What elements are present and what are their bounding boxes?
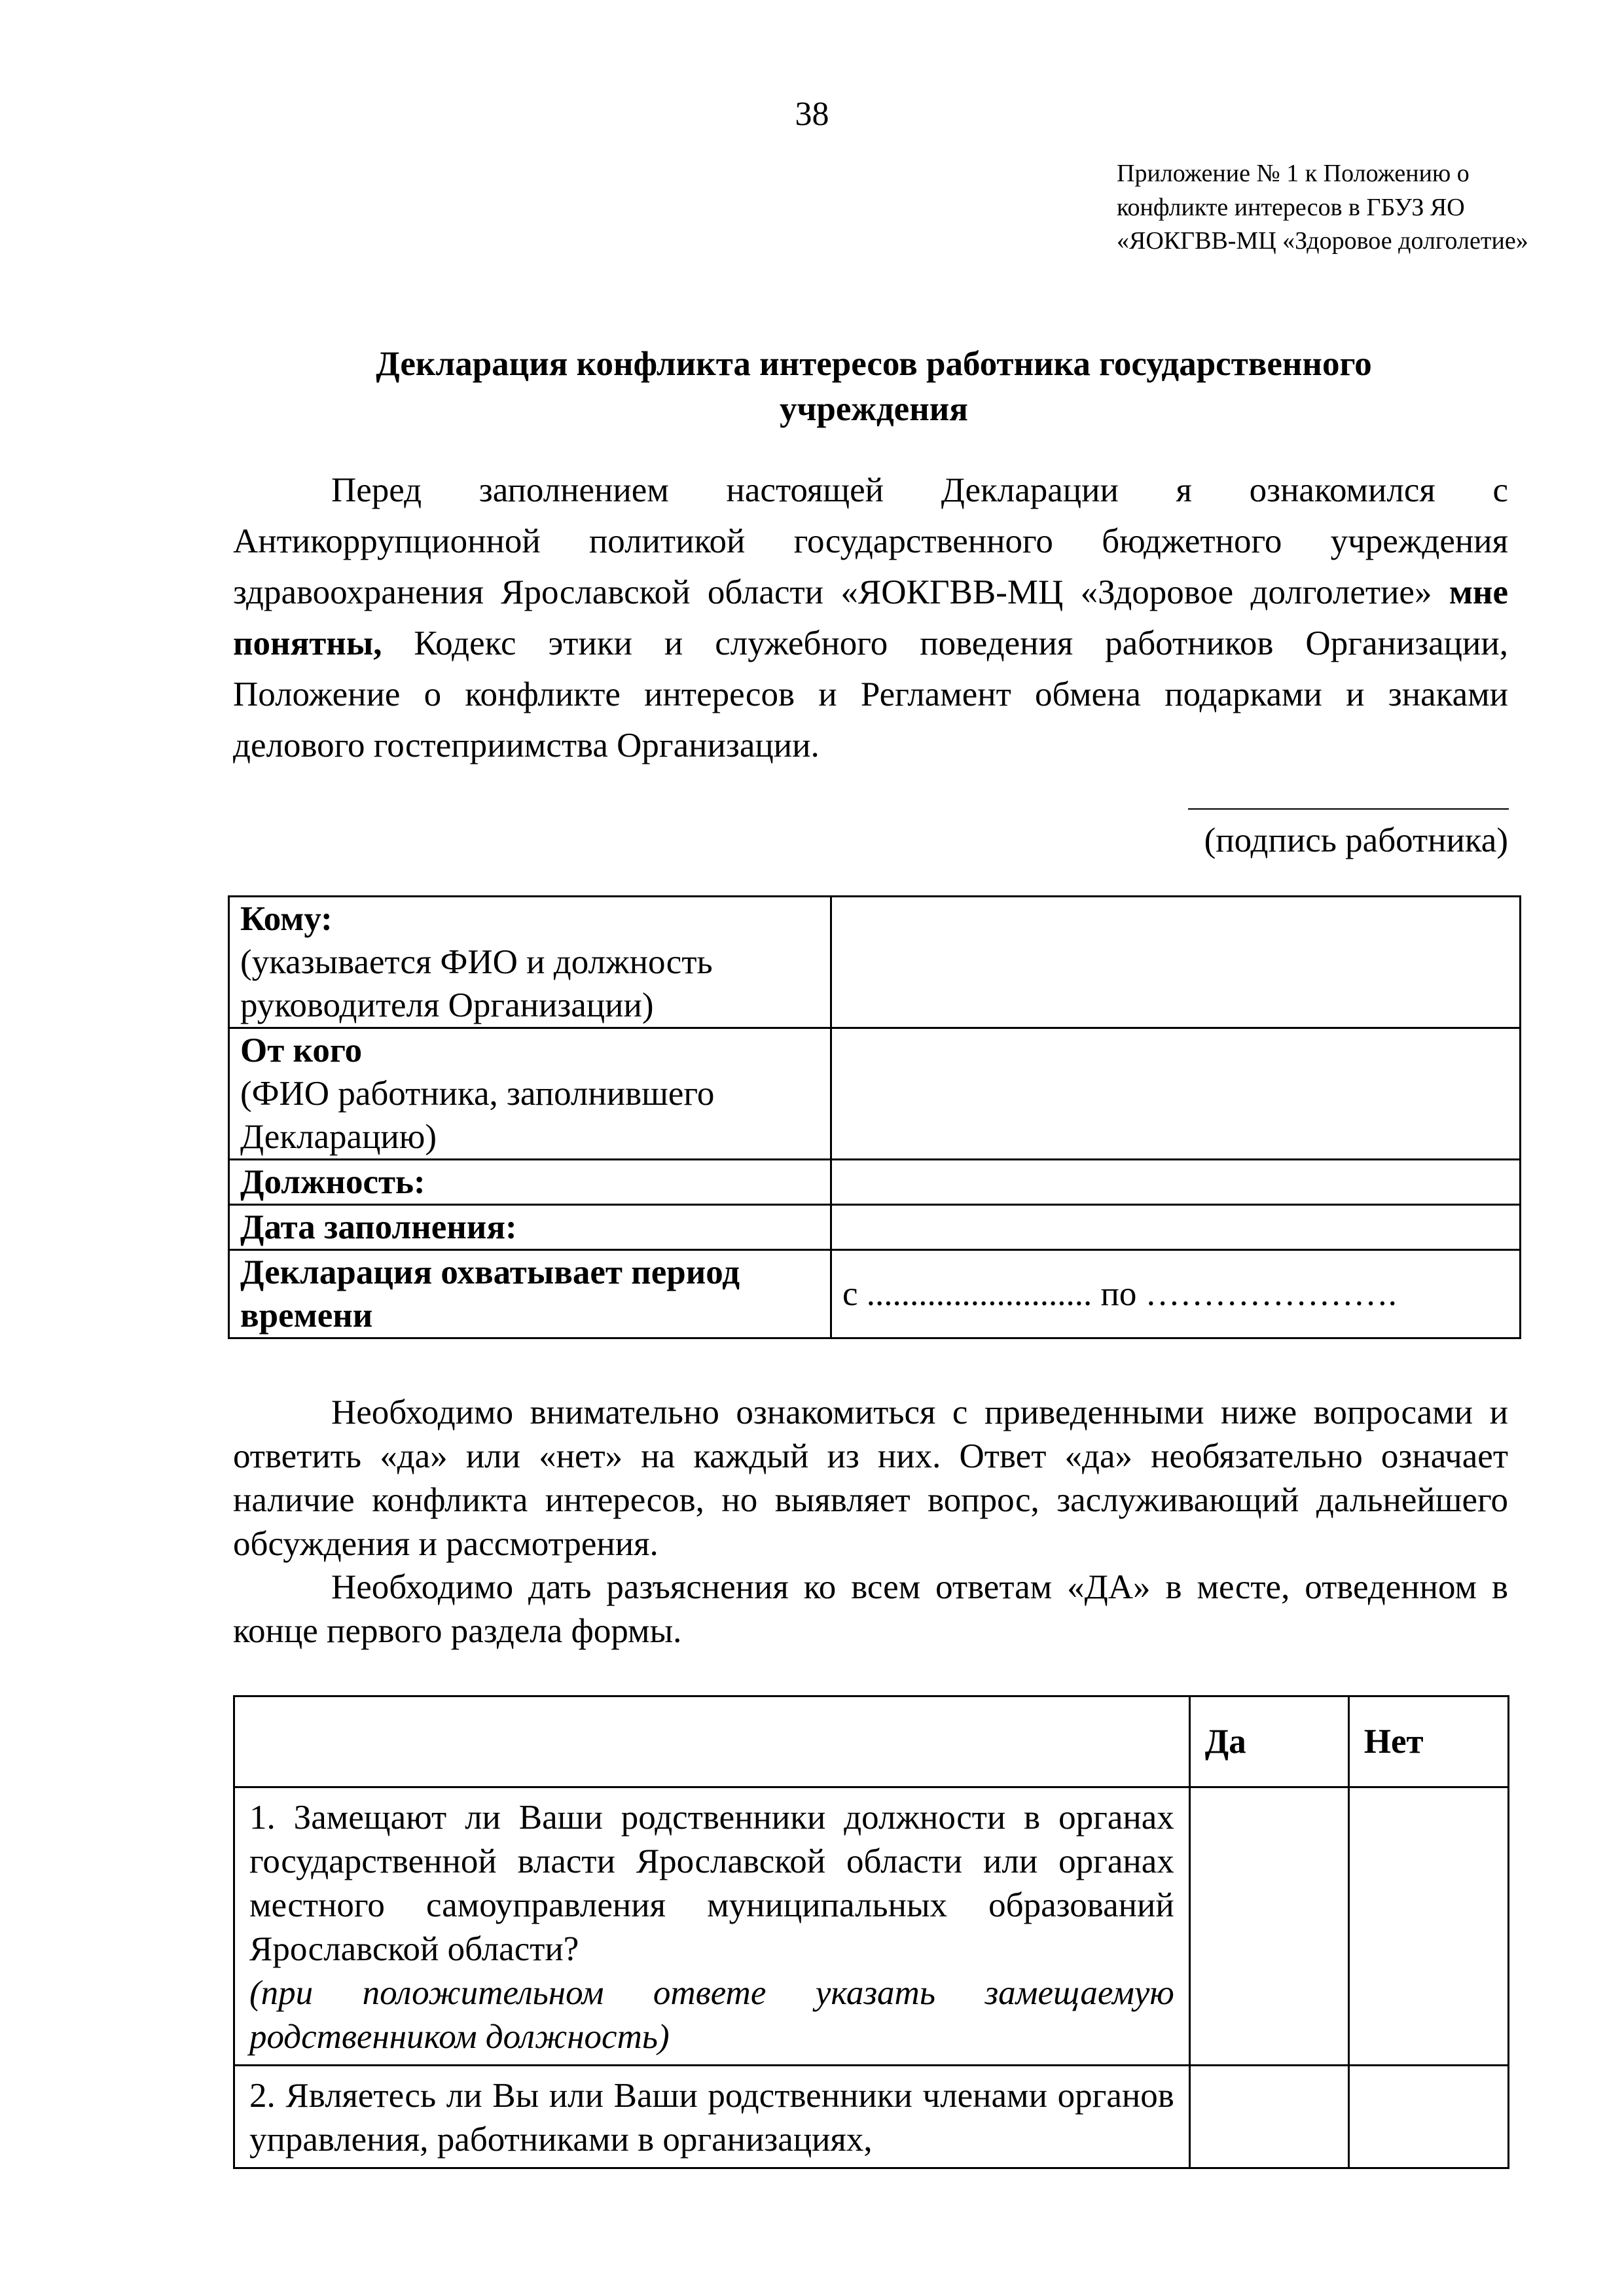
- question-1-yes-field[interactable]: [1189, 1787, 1348, 2066]
- info-table: [228, 895, 1521, 1339]
- from-label-cell: [229, 1028, 831, 1160]
- position-value-field[interactable]: [831, 1160, 1521, 1205]
- intro-bold-text: мне понятны,: [233, 573, 1508, 662]
- date-label: Дата заполнения:: [229, 1205, 831, 1250]
- period-value-field[interactable]: с .......................... по ………………….: [831, 1250, 1521, 1338]
- intro-paragraph: [233, 465, 1508, 771]
- date-value-field[interactable]: [831, 1205, 1521, 1250]
- question-1-text: 1. Замещают ли Ваши родственники должности в органах государственной власти Ярославской области или органах местного самоуправления муниципальных образований Ярославской области?: [249, 1799, 1174, 1968]
- question-1-no-field[interactable]: [1348, 1787, 1508, 2066]
- title-line-1: Декларация конфликта интересов работника государственного: [376, 345, 1372, 383]
- table-row: [229, 1160, 1521, 1205]
- signature-line[interactable]: [1188, 808, 1509, 810]
- appendix-note: Приложение № 1 к Положению о конфликте интересов в ГБУЗ ЯО «ЯОКГВВ-МЦ «Здоровое долголетие»: [1117, 160, 1528, 255]
- table-row: [229, 897, 1521, 1028]
- question-1-note: (при положительном ответе указать замещаемую родственником должность): [249, 1974, 1174, 2056]
- from-hint: (ФИО работника, заполнившего Декларацию): [240, 1075, 715, 1156]
- question-2-no-field[interactable]: [1348, 2066, 1508, 2168]
- table-row: [234, 1787, 1509, 2066]
- instruction-paragraph-2: Необходимо дать разъяснения ко всем ответам «ДА» в месте, отведенном в конце первого раздела формы.: [233, 1568, 1508, 1650]
- yes-column-header: Да: [1189, 1696, 1348, 1787]
- no-column-header: Нет: [1348, 1696, 1508, 1787]
- instruction-paragraph-1: Необходимо внимательно ознакомиться с приведенными ниже вопросами и ответить «да» или «нет» на каждый из них. Ответ «да» необязательно означает наличие конфликта интересов, но выявляет вопрос, заслуживающий дальнейшего обсуждения и рассмотрения.: [233, 1393, 1508, 1563]
- table-row: [234, 2066, 1509, 2168]
- question-2-yes-field[interactable]: [1189, 2066, 1348, 2168]
- to-label: Кому:: [240, 900, 333, 938]
- table-header-row: [234, 1696, 1509, 1787]
- question-header-cell: [234, 1696, 1190, 1787]
- signature-label: (подпись работника): [1204, 821, 1508, 859]
- period-label: Декларация охватывает период времени: [229, 1250, 831, 1338]
- from-label: От кого: [240, 1031, 363, 1069]
- to-hint: (указывается ФИО и должность руководителя Организации): [240, 943, 713, 1024]
- table-row: [229, 1028, 1521, 1160]
- to-value-field[interactable]: [831, 897, 1521, 1028]
- table-row: [229, 1205, 1521, 1250]
- document-title: [229, 342, 1519, 432]
- page-number: 38: [795, 96, 829, 133]
- question-2-cell: [234, 2066, 1190, 2168]
- question-2-text: 2. Являетесь ли Вы или Ваши родственники членами органов управления, работниками в организациях,: [249, 2077, 1174, 2159]
- intro-text-1: Перед заполнением настоящей Декларации я ознакомился с Антикоррупционной политикой государственного бюджетного учреждения здравоохранения Ярославской области «ЯОКГВВ-МЦ «Здоровое долголетие»: [233, 471, 1508, 611]
- table-row: [229, 1250, 1521, 1338]
- from-value-field[interactable]: [831, 1028, 1521, 1160]
- to-label-cell: [229, 897, 831, 1028]
- intro-text-2: Кодекс этики и служебного поведения работников Организации, Положение о конфликте интересов и Регламент обмена подарками и знаками делового гостеприимства Организации.: [233, 624, 1508, 764]
- questions-table: [233, 1695, 1509, 2169]
- question-1-cell: [234, 1787, 1190, 2066]
- position-label: Должность:: [229, 1160, 831, 1205]
- title-line-2: учреждения: [780, 389, 968, 428]
